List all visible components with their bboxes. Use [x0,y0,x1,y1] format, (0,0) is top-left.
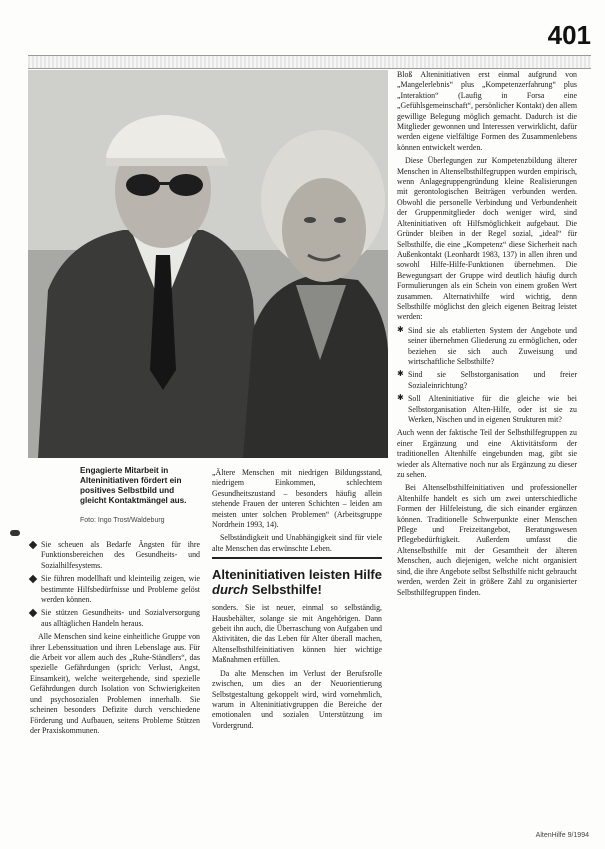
bullet-list-left [30,540,200,629]
page-footer: AltenHilfe 9/1994 [535,832,589,839]
page-number: 401 [547,20,591,50]
column-middle [212,468,382,734]
list-item: ✱ Sind sie Selbstorganisation und freier Sozialeinrichtung? [397,370,577,391]
list-item: Sie stützen Gesundheits- und Sozialversorgung aus alltäglichen Handeln heraus. [30,608,200,629]
list-item: Sie scheuen als Bedarfe Ängsten für ihre Funktionsbereichen des Gesundheits- und Sozialhilfesystems. [30,540,200,571]
photo-couple [28,70,388,458]
paragraph: Alle Menschen sind keine einheitliche Gruppe von ihrer Lebenssituation und ihren Lebenslage aus. Für die Arbeit vor allem auch des „Ruhe-Ständlers“, das spezielle Gefährdungen (sprich: Verlust, Angst, Einsamkeit), welche weitergehende, sind spezielle Gefährdungen durch Isolation von Schwierigkeiten und psychosozialen Problemen innerhalb. Sie scheinen besonders Defizite durch verschiedene Förderung und Aufbauen, seitens Probleme Stützen der Praxiskommunen. [30,632,200,735]
list-item: Sie führen modellhaft und kleinteilig zeigen, wie bestimmte Hilfsbedürfnisse und Probleme gelöst werden können. [30,574,200,605]
caption-text: Engagierte Mitarbeit in Alteninitiativen fördert ein positives Selbstbild und gleicht Kontaktmängel aus. [80,466,187,505]
column-left [30,540,200,739]
paragraph: Bloß Alteninitiativen erst einmal aufgrund von „Mangelerlebnis“ plus „Kompetenzerfahrung“ plus „Interaktion“ (Laufig in Forsa eine „Gefühlsgemeinschaft“, persönlicher Kontakt) den allem gewillige Belegung möglich gemacht. Dadurch ist die Mitglieder gewonnen und Interessen verwirklicht, dafür werden eigene vielfältige Formen des Zusammenlebens können entwickelt werden. [397,70,577,152]
star-list [397,326,577,426]
photo-credit: Foto: Ingo Trost/Waldeburg [80,517,165,524]
paragraph: sonders. Sie ist neuer, einmal so selbständig, Hausbehälter, solange sie mit Angehörigen. Dann gebeit ihn auch, die Überraschung von Aufgaben und Aktivitäten, die das Leben für Alter überall machen, Altenselbsthilfeinitiativen können hier wichtige Maßnahmen erfüllen. [212,603,382,665]
paragraph: „Ältere Menschen mit niedrigen Bildungsstand, niedrigem Einkommen, schlechtem Gesundheitszustand – besonders häufig allein stehende Frauen der unteren Schichten – leiden am meisten unter solchen Problemen“ (Arbeitsgruppe Nordrhein 1993, 14). [212,468,382,530]
column-right [397,70,577,601]
photo-caption [80,466,198,526]
headline-part: Selbsthilfe! [248,582,322,598]
paragraph: Bei Altenselbsthilfeinitiativen und professioneller Altenhilfe handelt es sich um zwei unterschiedliche Formen der Hilfeleistung, die sich einander ergänzen können. Traditionelle Schwerpunkte einer Menschen Pflege und Freizeitangebot, Beratungswesen Pflegebedürftigkeit. Außerdem umfasst die Altenselbsthilfe mit der Gesamtheit der älteren Menschen, auch diejenigen, welche nicht organisiert sind, die ihre Angebote selbst Selbsthilfe nicht gebraucht werden, werden Zeit in größere Zahl zu organisierter Selbsthilfegruppen finden. [397,483,577,597]
paragraph: Selbständigkeit und Unabhängigkeit sind für viele alte Menschen das erwünschte Leben. [212,533,382,553]
section-headline [212,567,382,597]
margin-mark [10,530,20,536]
headline-part: Alteninitiativen leisten Hilfe [212,567,382,583]
paragraph: Diese Überlegungen zur Kompetenzbildung älterer Menschen in Altenselbsthilfegruppen wurden empirisch, wenn Anlagegruppengründung kleine Realisierungen mit gerontologischen Beiträgen verbunden werden. Obwohl die personelle Verbindung und Verbundenheit der Gruppenmitglieder doch weniger wird, sind Alteninitiativen oft Hilfsmöglichkeit aufgebaut. Die Gründer bleiben in der Regel sozial, „ideal“ für Selbsthilfe, die eine „Kompetenz“ diese Sicherheit nach Außenkontakt (Leonhardt 1983, 137) in allen ihren und sowohl Hilfe-Hilfe-Funktionen übernehmen. Die Bewegungsart der Gruppe wird deutlich häufig durch Formulierungen als ein Schein von einem großen Wert zusammen. Alternativhilfe wird wichtig, denn Selbsthilfe möglichst den gleich eigenen Beitrag leistet werden: [397,156,577,322]
list-item: ✱ Sind sie als etablierten System der Angebote und seiner übernehmen Gliederung zu ermöglichen, oder beziehen sie sich auch Zuweisung und wirtschaftliche Selbsthilfe? [397,326,577,368]
headline-italic: durch [212,582,249,598]
paragraph: Da alte Menschen im Verlust der Berufsrolle zwischen, um dies an der Neuorientierung Selbstgestaltung gekoppelt wird, wird vornehmlich, warum in Alteninitiativgruppen die Bereiche der emotionalen und sozialen Unterstützung im Vordergrund. [212,668,382,730]
paragraph: Auch wenn der faktische Teil der Selbsthilfegruppen zu einer Ergänzung und eine Aktivitätsform der traditionellen Altenhilfe eingebunden mag, gibt sie wieder als Alternative noch nur als Ergänzung zu dieser zu sehen. [397,428,577,480]
section-headline-box [212,557,382,597]
list-item: ✱ Soll Alteninitiative für die gleiche wie bei Selbstorganisation Alten-Hilfe, oder ist sie zu Werken, Nischen und in eigenen Strukturen mit? [397,394,577,425]
header-rule [28,55,591,69]
